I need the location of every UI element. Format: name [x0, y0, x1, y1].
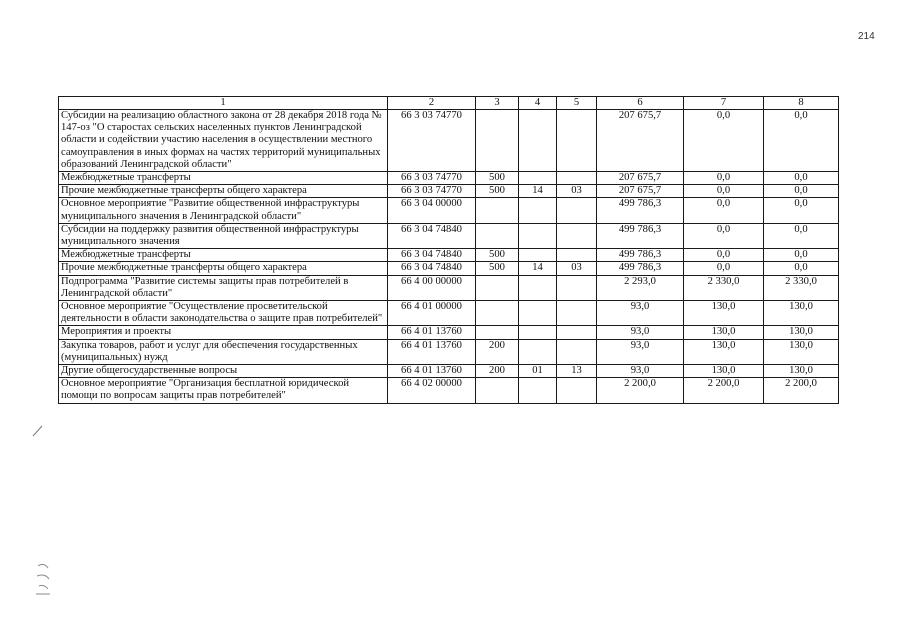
amount-col6-cell: 2 200,0 [597, 378, 684, 403]
column-header: 3 [476, 97, 519, 110]
row-name-cell: Межбюджетные трансферты [59, 172, 388, 185]
amount-col7-cell: 130,0 [684, 365, 764, 378]
amount-col8-cell: 0,0 [764, 185, 839, 198]
section-cell [519, 172, 557, 185]
amount-col8-cell: 0,0 [764, 172, 839, 185]
expense-type-cell [476, 301, 519, 326]
row-name-cell: Субсидии на реализацию областного закона от 28 декабря 2018 года № 147-оз "О старостах сельских населенных пунктов Ленинградской области и содействии участию населения в осуществлении местного самоуправления в иных формах на частях территорий муниципальных образований Ленинградской области" [59, 110, 388, 172]
row-name-cell: Мероприятия и проекты [59, 326, 388, 339]
amount-col8-cell: 130,0 [764, 339, 839, 364]
expense-type-cell: 500 [476, 262, 519, 275]
expense-type-cell [476, 326, 519, 339]
table-row [59, 249, 839, 262]
amount-col6-cell: 499 786,3 [597, 249, 684, 262]
target-code-cell: 66 3 04 74840 [388, 223, 476, 248]
section-cell [519, 223, 557, 248]
amount-col7-cell: 0,0 [684, 262, 764, 275]
amount-col6-cell: 207 675,7 [597, 172, 684, 185]
amount-col7-cell: 0,0 [684, 198, 764, 223]
row-name-cell: Основное мероприятие "Развитие общественной инфраструктуры муниципального значения в Ленинградской области" [59, 198, 388, 223]
section-cell [519, 378, 557, 403]
amount-col7-cell: 2 330,0 [684, 275, 764, 300]
target-code-cell: 66 3 04 00000 [388, 198, 476, 223]
section-cell [519, 198, 557, 223]
amount-col6-cell: 93,0 [597, 326, 684, 339]
column-header-row [59, 97, 839, 110]
page-number: 214 [858, 31, 875, 42]
row-name-cell: Основное мероприятие "Организация бесплатной юридической помощи по вопросам защиты прав потребителей" [59, 378, 388, 403]
amount-col7-cell: 0,0 [684, 185, 764, 198]
amount-col8-cell: 130,0 [764, 326, 839, 339]
subsection-cell [557, 326, 597, 339]
table-row [59, 185, 839, 198]
table-row [59, 275, 839, 300]
column-header: 8 [764, 97, 839, 110]
section-cell: 14 [519, 262, 557, 275]
amount-col6-cell: 93,0 [597, 339, 684, 364]
amount-col8-cell: 0,0 [764, 223, 839, 248]
amount-col8-cell: 2 200,0 [764, 378, 839, 403]
target-code-cell: 66 3 04 74840 [388, 262, 476, 275]
section-cell [519, 339, 557, 364]
section-cell [519, 110, 557, 172]
table-row [59, 339, 839, 364]
section-cell: 01 [519, 365, 557, 378]
amount-col6-cell: 499 786,3 [597, 198, 684, 223]
budget-table [58, 96, 839, 404]
table-row [59, 198, 839, 223]
amount-col7-cell: 2 200,0 [684, 378, 764, 403]
target-code-cell: 66 3 03 74770 [388, 110, 476, 172]
column-header: 5 [557, 97, 597, 110]
amount-col7-cell: 0,0 [684, 249, 764, 262]
section-cell [519, 301, 557, 326]
expense-type-cell [476, 198, 519, 223]
section-cell [519, 249, 557, 262]
row-name-cell: Прочие межбюджетные трансферты общего характера [59, 185, 388, 198]
column-header: 6 [597, 97, 684, 110]
section-cell [519, 275, 557, 300]
target-code-cell: 66 4 01 00000 [388, 301, 476, 326]
subsection-cell [557, 223, 597, 248]
amount-col7-cell: 130,0 [684, 301, 764, 326]
subsection-cell [557, 378, 597, 403]
amount-col6-cell: 207 675,7 [597, 110, 684, 172]
subsection-cell [557, 198, 597, 223]
row-name-cell: Основное мероприятие "Осуществление просветительской деятельности в области законодательства о защите прав потребителей" [59, 301, 388, 326]
table-row [59, 326, 839, 339]
row-name-cell: Субсидии на поддержку развития общественной инфраструктуры муниципального значения [59, 223, 388, 248]
table-body [59, 97, 839, 404]
subsection-cell: 03 [557, 262, 597, 275]
amount-col7-cell: 130,0 [684, 326, 764, 339]
table-row [59, 172, 839, 185]
target-code-cell: 66 4 01 13760 [388, 365, 476, 378]
amount-col8-cell: 130,0 [764, 301, 839, 326]
target-code-cell: 66 4 02 00000 [388, 378, 476, 403]
section-cell [519, 326, 557, 339]
expense-type-cell [476, 378, 519, 403]
amount-col7-cell: 0,0 [684, 172, 764, 185]
amount-col8-cell: 130,0 [764, 365, 839, 378]
amount-col6-cell: 93,0 [597, 365, 684, 378]
column-header: 7 [684, 97, 764, 110]
subsection-cell [557, 275, 597, 300]
subsection-cell: 13 [557, 365, 597, 378]
subsection-cell [557, 249, 597, 262]
row-name-cell: Прочие межбюджетные трансферты общего характера [59, 262, 388, 275]
target-code-cell: 66 3 03 74770 [388, 185, 476, 198]
target-code-cell: 66 4 01 13760 [388, 339, 476, 364]
expense-type-cell: 200 [476, 339, 519, 364]
target-code-cell: 66 3 04 74840 [388, 249, 476, 262]
table-row [59, 378, 839, 403]
expense-type-cell [476, 110, 519, 172]
column-header: 2 [388, 97, 476, 110]
expense-type-cell [476, 275, 519, 300]
amount-col8-cell: 0,0 [764, 262, 839, 275]
table-row [59, 365, 839, 378]
target-code-cell: 66 4 01 13760 [388, 326, 476, 339]
table-row [59, 262, 839, 275]
table-row [59, 110, 839, 172]
amount-col8-cell: 2 330,0 [764, 275, 839, 300]
row-name-cell: Подпрограмма "Развитие системы защиты прав потребителей в Ленинградской области" [59, 275, 388, 300]
table-row [59, 223, 839, 248]
expense-type-cell: 500 [476, 172, 519, 185]
row-name-cell: Межбюджетные трансферты [59, 249, 388, 262]
subsection-cell [557, 301, 597, 326]
subsection-cell [557, 172, 597, 185]
amount-col6-cell: 2 293,0 [597, 275, 684, 300]
margin-tick [30, 424, 44, 440]
subsection-cell: 03 [557, 185, 597, 198]
amount-col6-cell: 207 675,7 [597, 185, 684, 198]
amount-col6-cell: 499 786,3 [597, 223, 684, 248]
column-header: 4 [519, 97, 557, 110]
expense-type-cell: 500 [476, 249, 519, 262]
amount-col7-cell: 0,0 [684, 223, 764, 248]
amount-col8-cell: 0,0 [764, 249, 839, 262]
amount-col8-cell: 0,0 [764, 110, 839, 172]
section-cell: 14 [519, 185, 557, 198]
subsection-cell [557, 339, 597, 364]
table-row [59, 301, 839, 326]
amount-col8-cell: 0,0 [764, 198, 839, 223]
subsection-cell [557, 110, 597, 172]
target-code-cell: 66 4 00 00000 [388, 275, 476, 300]
row-name-cell: Закупка товаров, работ и услуг для обеспечения государственных (муниципальных) нужд [59, 339, 388, 364]
row-name-cell: Другие общегосударственные вопросы [59, 365, 388, 378]
amount-col6-cell: 93,0 [597, 301, 684, 326]
target-code-cell: 66 3 03 74770 [388, 172, 476, 185]
margin-scribble [34, 560, 54, 600]
amount-col7-cell: 130,0 [684, 339, 764, 364]
amount-col6-cell: 499 786,3 [597, 262, 684, 275]
expense-type-cell: 200 [476, 365, 519, 378]
amount-col7-cell: 0,0 [684, 110, 764, 172]
expense-type-cell [476, 223, 519, 248]
column-header: 1 [59, 97, 388, 110]
expense-type-cell: 500 [476, 185, 519, 198]
